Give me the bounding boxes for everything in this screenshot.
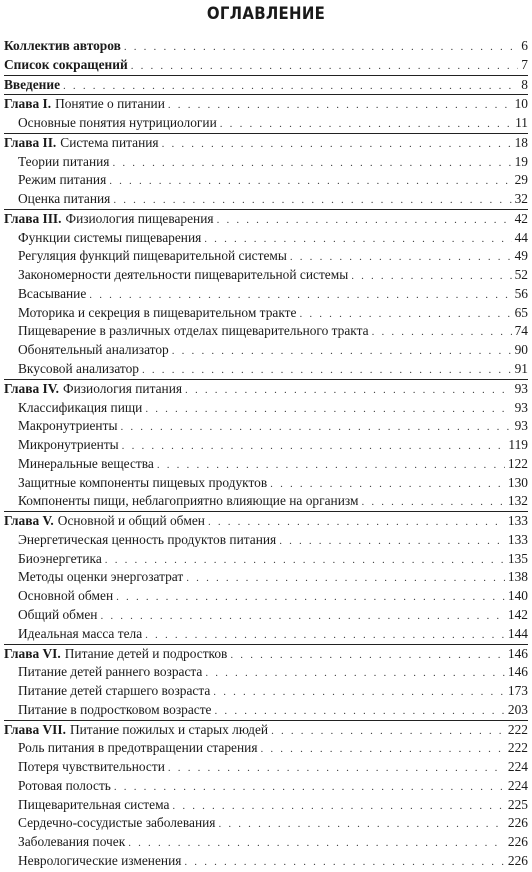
toc-entry-title: Основные понятия нутрициологии: [18, 115, 217, 131]
toc-entry-label: [18, 171, 106, 190]
toc-subsection-entry[interactable]: [4, 531, 528, 550]
toc-page-number: 11: [515, 115, 528, 131]
toc-entry-title: Макронутриенты: [18, 418, 118, 434]
toc-entry-title: Теории питания: [18, 153, 110, 169]
toc-entry-label: [18, 360, 139, 379]
toc-front-matter-entry[interactable]: [4, 37, 528, 56]
toc-entry-title: Сердечно-сосудистые заболевания: [18, 815, 216, 831]
dot-leader: [168, 96, 512, 115]
toc-entry-title: Введение: [4, 76, 61, 92]
toc-page-number: 74: [514, 323, 528, 339]
toc-page-number: 146: [507, 664, 528, 680]
toc-subsection-entry[interactable]: [4, 322, 528, 341]
toc-subsection-entry[interactable]: [4, 153, 528, 172]
toc-entry-label: [18, 341, 169, 360]
toc-entry-title: Вкусовой анализатор: [18, 361, 139, 377]
toc-entry-title: Ротовая полость: [18, 777, 111, 793]
toc-subsection-entry[interactable]: [4, 247, 528, 266]
dot-leader: [270, 475, 505, 494]
toc-entry-title: Моторика и секреция в пищеварительном тракте: [18, 304, 297, 320]
dot-leader: [120, 418, 511, 437]
toc-chapter-entry[interactable]: [4, 210, 528, 229]
toc-subsection-entry[interactable]: [4, 114, 528, 134]
toc-entry-title: Оценка питания: [18, 191, 111, 207]
toc-entry-label: [18, 531, 276, 550]
dot-leader: [185, 381, 512, 400]
toc-entry-label: [18, 436, 119, 455]
toc-subsection-entry[interactable]: [4, 492, 528, 512]
dot-leader: [213, 683, 505, 702]
toc-entry-title: Основной обмен: [18, 588, 114, 604]
toc-entry-title: Режим питания: [18, 172, 107, 188]
dot-leader: [220, 115, 512, 134]
toc-entry-title: Питание детей и подростков: [64, 645, 228, 661]
toc-entry-title: Питание пожилых и старых людей: [69, 721, 269, 737]
chapter-number: Глава III.: [4, 210, 62, 226]
toc-page-number: 222: [507, 721, 528, 737]
toc-entry-label: [18, 322, 369, 341]
toc-chapter-entry[interactable]: [4, 380, 528, 399]
toc-page-number: 19: [514, 153, 528, 169]
toc-subsection-entry[interactable]: [4, 739, 528, 758]
toc-chapter-entry[interactable]: [4, 721, 528, 740]
dot-leader: [109, 172, 511, 191]
dot-leader: [205, 664, 505, 683]
toc-subsection-entry[interactable]: [4, 606, 528, 625]
toc-subsection-entry[interactable]: [4, 701, 528, 721]
toc-entry-title: Защитные компоненты пищевых продуктов: [18, 474, 268, 490]
dot-leader: [208, 513, 505, 532]
dot-leader: [145, 400, 511, 419]
toc-entry-label: [4, 37, 121, 56]
dot-leader: [116, 588, 505, 607]
toc-page-number: 7: [521, 56, 528, 72]
toc-entry-title: Физиология питания: [63, 380, 183, 396]
toc-subsection-entry[interactable]: [4, 587, 528, 606]
toc-entry-label: [4, 645, 227, 664]
toc-entry-label: [18, 304, 296, 323]
toc-entry-label: [18, 852, 181, 871]
toc-entry-title: Коллектив авторов: [4, 38, 121, 53]
toc-subsection-entry[interactable]: [4, 796, 528, 815]
toc-entry-label: [4, 512, 205, 531]
toc-entry-label: [18, 701, 212, 720]
toc-entry-title: Основной и общий обмен: [57, 513, 205, 529]
toc-page-number: 173: [507, 683, 528, 699]
toc-entry-label: [18, 247, 287, 266]
toc-page-number: 49: [514, 248, 528, 264]
dot-leader: [105, 551, 505, 570]
toc-page-number: 32: [514, 191, 528, 207]
toc-page-number: 93: [514, 380, 528, 396]
toc-entry-label: [18, 663, 202, 682]
toc-entry-label: [18, 153, 109, 172]
toc-entry-title: Регуляция функций пищеварительной системы: [18, 248, 287, 264]
dot-leader: [351, 267, 511, 286]
toc-entry-label: [18, 266, 348, 285]
toc-entry-label: [18, 568, 183, 587]
toc-entry-title: Биоэнергетика: [18, 550, 102, 566]
toc-chapter-entry[interactable]: [4, 95, 528, 114]
chapter-number: Глава I.: [4, 96, 52, 112]
toc-page-number: 130: [507, 474, 528, 490]
toc-entry-label: [18, 417, 117, 436]
toc-entry-label: [18, 833, 125, 852]
page-title: ОГЛАВЛЕНИЕ: [206, 4, 326, 24]
dot-leader: [131, 57, 519, 76]
dot-leader: [122, 437, 506, 456]
dot-leader: [157, 456, 505, 475]
toc-entry-title: Закономерности деятельности пищеварительной системы: [18, 267, 349, 283]
toc-page-number: 203: [507, 701, 528, 717]
dot-leader: [142, 361, 512, 380]
toc-entry-title: Компоненты пищи, неблагоприятно влияющие на организм: [18, 493, 359, 509]
toc-page-number: 142: [507, 606, 528, 622]
toc-page-number: 226: [507, 815, 528, 831]
dot-leader: [260, 740, 504, 759]
toc-subsection-entry[interactable]: [4, 568, 528, 587]
dot-leader: [204, 230, 511, 249]
toc-page-number: 140: [507, 588, 528, 604]
toc-page-number: 10: [514, 96, 528, 112]
toc-page-number: 44: [514, 229, 528, 245]
chapter-number: Глава IV.: [4, 380, 59, 396]
chapter-number: Глава VI.: [4, 645, 61, 661]
toc-entry-label: [18, 474, 267, 493]
dot-leader: [63, 77, 518, 96]
toc-subsection-entry[interactable]: [4, 399, 528, 418]
dot-leader: [290, 248, 512, 267]
toc-list: [4, 37, 528, 871]
toc-page-number: 52: [514, 267, 528, 283]
toc-entry-label: [4, 380, 182, 399]
toc-entry-title: Энергетическая ценность продуктов питания: [18, 531, 277, 547]
toc-page-number: 226: [507, 834, 528, 850]
toc-entry-title: Обонятельный анализатор: [18, 342, 169, 358]
toc-entry-title: Функции системы пищеварения: [18, 229, 202, 245]
toc-entry-title: Физиология пищеварения: [65, 210, 214, 226]
toc-page-number: 119: [508, 437, 528, 453]
toc-entry-label: [4, 134, 159, 153]
toc-subsection-entry[interactable]: [4, 833, 528, 852]
dot-leader: [217, 211, 512, 230]
toc-entry-label: [18, 739, 257, 758]
toc-entry-title: Микронутриенты: [18, 437, 119, 453]
dot-leader: [128, 834, 505, 853]
toc-entry-label: [4, 76, 60, 95]
toc-subsection-entry[interactable]: [4, 455, 528, 474]
dot-leader: [100, 607, 504, 626]
toc-page-number: 93: [514, 418, 528, 434]
chapter-number: Глава II.: [4, 134, 57, 150]
toc-entry-title: Всасывание: [18, 285, 87, 301]
toc-entry-title: Общий обмен: [18, 606, 98, 622]
dot-leader: [124, 38, 518, 57]
toc-entry-title: Классификация пищи: [18, 399, 143, 415]
dot-leader: [230, 646, 505, 665]
toc-page-number: 138: [507, 569, 528, 585]
toc-subsection-entry[interactable]: [4, 625, 528, 645]
dot-leader: [168, 759, 505, 778]
toc-subsection-entry[interactable]: [4, 550, 528, 569]
toc-subsection-entry[interactable]: [4, 663, 528, 682]
dot-leader: [299, 305, 511, 324]
toc-page-number: 56: [514, 285, 528, 301]
toc-entry-label: [18, 399, 142, 418]
toc-page-number: 91: [514, 361, 528, 377]
toc-entry-title: Понятие о питании: [55, 96, 165, 112]
toc-chapter-entry[interactable]: [4, 645, 528, 664]
toc-entry-label: [4, 95, 165, 114]
toc-subsection-entry[interactable]: [4, 682, 528, 701]
toc-entry-label: [18, 114, 217, 133]
dot-leader: [145, 626, 505, 645]
toc-front-matter-entry[interactable]: [4, 56, 528, 76]
toc-entry-title: Пищеварение в различных отделах пищеварительного тракта: [18, 323, 369, 339]
toc-entry-title: Минеральные вещества: [18, 455, 154, 471]
toc-page-number: 42: [514, 210, 528, 226]
dot-leader: [172, 342, 512, 361]
toc-subsection-entry[interactable]: [4, 266, 528, 285]
toc-entry-title: Методы оценки энергозатрат: [18, 569, 184, 585]
toc-entry-label: [18, 550, 102, 569]
toc-subsection-entry[interactable]: [4, 360, 528, 380]
toc-entry-title: Питание в подростковом возрасте: [18, 701, 212, 717]
toc-page-number: 144: [507, 625, 528, 641]
toc-entry-label: [18, 606, 97, 625]
toc-subsection-entry[interactable]: [4, 285, 528, 304]
dot-leader: [186, 569, 505, 588]
toc-page-number: 122: [507, 455, 528, 471]
toc-entry-label: [4, 56, 128, 75]
toc-entry-label: [18, 229, 201, 248]
toc-subsection-entry[interactable]: [4, 436, 528, 455]
toc-subsection-entry[interactable]: [4, 814, 528, 833]
toc-page-number: 133: [507, 513, 528, 529]
toc-entry-label: [18, 625, 142, 644]
dot-leader: [361, 493, 504, 512]
toc-entry-title: Список сокращений: [4, 56, 128, 72]
toc-page-number: 146: [507, 645, 528, 661]
toc-entry-label: [18, 285, 86, 304]
toc-page-number: 224: [507, 777, 528, 793]
toc-entry-label: [18, 492, 358, 511]
dot-leader: [372, 323, 512, 342]
toc-page-number: 225: [507, 796, 528, 812]
toc-entry-label: [18, 777, 111, 796]
toc-entry-title: Потеря чувствительности: [18, 759, 165, 775]
toc-entry-title: Заболевания почек: [18, 834, 126, 850]
dot-leader: [184, 853, 505, 872]
toc-page-number: 6: [521, 38, 528, 53]
toc-subsection-entry[interactable]: [4, 229, 528, 248]
toc-entry-label: [18, 758, 165, 777]
dot-leader: [172, 797, 504, 816]
dot-leader: [114, 778, 505, 797]
toc-subsection-entry[interactable]: [4, 852, 528, 871]
toc-entry-label: [4, 210, 214, 229]
toc-entry-label: [18, 587, 113, 606]
toc-page-number: 132: [507, 493, 528, 509]
toc-entry-title: Система питания: [60, 134, 159, 150]
dot-leader: [89, 286, 511, 305]
dot-leader: [271, 722, 505, 741]
toc-subsection-entry[interactable]: [4, 304, 528, 323]
dot-leader: [113, 191, 511, 210]
chapter-number: Глава V.: [4, 513, 54, 529]
toc-page-number: 8: [521, 76, 528, 92]
toc-subsection-entry[interactable]: [4, 171, 528, 190]
chapter-number: Глава VII.: [4, 721, 66, 737]
toc-page-number: 222: [507, 740, 528, 756]
toc-entry-title: Роль питания в предотвращении старения: [18, 740, 258, 756]
toc-subsection-entry[interactable]: [4, 190, 528, 210]
toc-entry-title: Неврологические изменения: [18, 852, 182, 868]
toc-page-number: 133: [507, 531, 528, 547]
toc-entry-label: [18, 190, 110, 209]
toc-page-number: 90: [514, 342, 528, 358]
toc-page-number: 29: [514, 172, 528, 188]
toc-subsection-entry[interactable]: [4, 758, 528, 777]
toc-entry-label: [18, 796, 169, 815]
toc-front-matter-entry[interactable]: [4, 76, 528, 96]
toc-page-number: 226: [507, 852, 528, 868]
toc-chapter-entry[interactable]: [4, 134, 528, 153]
toc-entry-label: [18, 455, 154, 474]
toc-chapter-entry[interactable]: [4, 512, 528, 531]
toc-entry-title: Питание детей раннего возраста: [18, 664, 203, 680]
toc-page-number: 224: [507, 759, 528, 775]
toc-entry-title: Питание детей старшего возраста: [18, 683, 211, 699]
toc-subsection-entry[interactable]: [4, 417, 528, 436]
toc-subsection-entry[interactable]: [4, 777, 528, 796]
toc-page-number: 18: [514, 134, 528, 150]
toc-page-number: 93: [514, 399, 528, 415]
dot-leader: [279, 532, 505, 551]
toc-page-number: 135: [507, 550, 528, 566]
toc-entry-title: Пищеварительная система: [18, 796, 170, 812]
toc-entry-title: Идеальная масса тела: [18, 625, 143, 641]
toc-subsection-entry[interactable]: [4, 474, 528, 493]
toc-subsection-entry[interactable]: [4, 341, 528, 360]
toc-entry-label: [4, 721, 268, 740]
toc-entry-label: [18, 814, 215, 833]
dot-leader: [162, 135, 512, 154]
dot-leader: [112, 154, 511, 173]
dot-leader: [215, 702, 505, 721]
dot-leader: [218, 815, 504, 834]
toc-page-number: 65: [514, 304, 528, 320]
toc-entry-label: [18, 682, 210, 701]
